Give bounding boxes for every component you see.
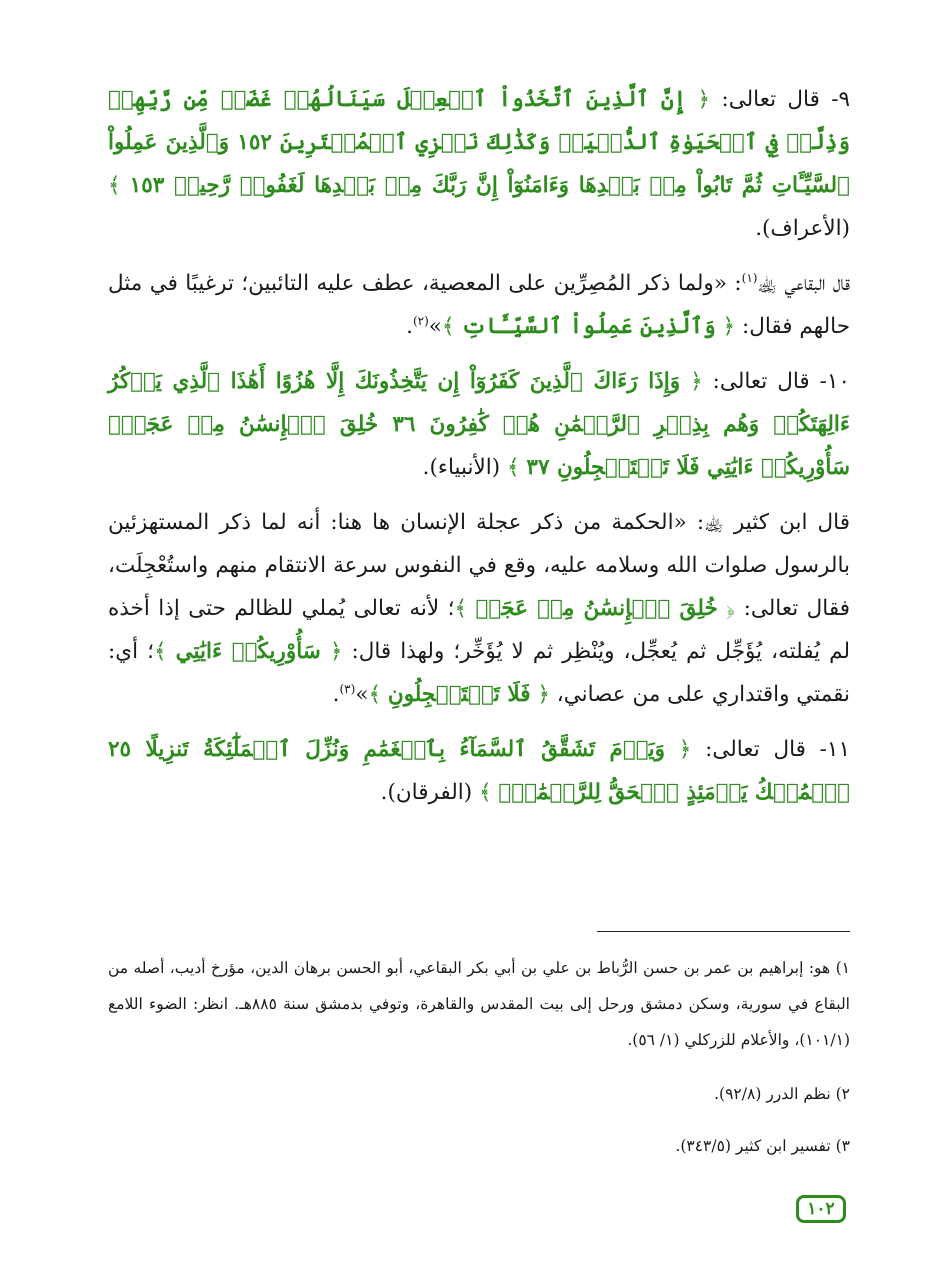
quran-quote: وَٱلَّذِينَ عَمِلُواْ ٱلسَّيِّـَٔاتِ [461,314,716,339]
quote-close: » [355,682,369,707]
surah-name: (الأنبياء). [422,455,507,480]
verse-intro: ١١- قال تعالى: [691,737,851,762]
commentary-text: قال ابن كثير ﵀: «الحكمة من ذكر عجلة الإنسان ها هنا: أنه لما ذكر المستهزئين بالرسول صلوات الله وسلامه عليه، وقع في النفوس سرعة الانتقام منهم واستُعْجِلَت، فقال تعالى: [108,510,850,621]
quran-bracket-open: ﴿ [665,737,692,762]
quran-bracket-open: ﴿ [715,314,736,339]
quran-bracket-close: ﴾ [108,173,130,198]
quran-bracket-open: ﴿ [320,639,343,664]
quran-bracket-close: ﴾ [506,455,527,480]
quran-quote: فَلَا تَسۡتَعۡجِلُونِ [387,682,531,707]
page-number [796,1195,846,1223]
quran-bracket-close: ﴾ [454,596,476,621]
commentary-text: ؛ لأنه تعالى يُملي للظالم حتى إذا أخذه لم يُفلته، يُؤَجِّل ثم يُعجِّل، ويُنْظِر ثم لا يُؤَخِّر؛ ولهذا قال: [108,596,850,664]
footnote-divider [597,931,850,932]
quran-bracket-close: ﴾ [441,314,462,339]
main-text [108,78,850,826]
commentary-author: قال البقاعي ﵀ [757,271,850,296]
footnote-3: ٣) تفسير ابن كثير (٣٤٣/٥). [675,1137,850,1155]
quran-verse: وَيَوۡمَ تَشَقَّقُ ٱلسَّمَآءُ بِٱلۡغَمَٰمِ وَنُزِّلَ ٱلۡمَلَٰٓئِكَةُ تَنزِيلًا ٢٥ ٱلۡمُلۡكُ يَوۡمَئِذٍ ٱلۡحَقُّ لِلرَّحۡمَٰنِۚ [108,737,850,805]
quran-bracket-open: ﴿ [530,682,550,707]
quran-bracket-close: ﴾ [368,682,388,707]
paragraph-ibn-kathir [108,501,850,716]
sentence-end: . [332,682,340,707]
footnote-1: ١) هو: إبراهيم بن عمر بن حسن الرُّباط بن علي بن أبي بكر البقاعي، أبو الحسن برهان الدين، مؤرخ أديب، أصله من البقاع في سورية، وسكن دمشق ورحل إلى بيت المقدس والقاهرة، وتوفي بدمشق سنة ٨٨٥هـ. انظر: الضوء اللامع (١٠١/١)، والأعلام للزركلي (١/ ٥٦). [108,959,850,1049]
sentence-end: . [406,314,413,339]
paragraph-biqai [108,262,850,348]
footnote-ref-2[interactable]: (٢) [412,313,429,328]
verse-intro: ١٠- قال تعالى: [702,369,850,394]
quote-close: » [428,314,442,339]
paragraph-10 [108,360,850,489]
quran-bracket-open: ﴿ [686,87,711,112]
footnote-ref-3[interactable]: (٣) [339,681,356,696]
quran-bracket-open: ﴿ [717,596,736,621]
paragraph-11 [108,728,850,814]
footnotes [108,950,850,1180]
quran-verse: إِنَّ ٱلَّذِينَ ٱتَّخَذُواْ ٱلۡعِجۡلَ سَيَنَالُهُمۡ غَضَبٞ مِّن رَّبِّهِمۡ وَذِلَّةٞ فِي ٱلۡحَيَوٰةِ ٱلدُّنۡيَاۚ وَكَذَٰلِكَ نَجۡزِي ٱلۡمُفۡتَرِينَ ١٥٢ وَٱلَّذِينَ عَمِلُواْ ٱلسَّيِّـَٔاتِ ثُمَّ تَابُواْ مِنۢ بَعۡدِهَا وَءَامَنُوٓاْ إِنَّ رَبَّكَ مِنۢ بَعۡدِهَا لَغَفُورٞ رَّحِيمٞ ١٥٣ [108,87,851,198]
footnote-2: ٢) نظم الدرر (٩٢/٨). [714,1085,850,1103]
commentary-text: : «ولما ذكر المُصِرِّين على المعصية، عطف عليه التائبين؛ ترغيبًا في مثل حالهم فقال: [108,271,850,339]
quran-bracket-close: ﴾ [478,780,499,805]
quran-quote: سَأُوْرِيكُمۡ ءَايَٰتِي [175,639,321,664]
surah-name: (الأعراف). [755,216,850,241]
page-number-label: ١٠٢ [807,1199,835,1219]
footnote-ref-1[interactable]: (١) [741,270,758,285]
quran-verse: وَإِذَا رَءَاكَ ٱلَّذِينَ كَفَرُوٓاْ إِن يَتَّخِذُونَكَ إِلَّا هُزُوًا أَهَٰذَا ٱلَّذِي يَذۡكُرُ ءَالِهَتَكُمۡ وَهُم بِذِكۡرِ ٱلرَّحۡمَٰنِ هُمۡ كَٰفِرُونَ ٣٦ خُلِقَ ٱلۡإِنسَٰنُ مِنۡ عَجَلٖۚ سَأُوْرِيكُمۡ ءَايَٰتِي فَلَا تَسۡتَعۡجِلُونِ ٣٧ [108,369,850,480]
commentary-text: ؛ أي: نقمتي واقتداري على من عصاني، [108,639,850,707]
quran-bracket-close: ﴾ [153,639,176,664]
quran-quote: خُلِقَ ٱلۡإِنسَٰنُ مِنۡ عَجَلٖ [475,596,718,621]
quran-bracket-open: ﴿ [680,369,703,394]
surah-name: (الفرقان). [380,780,479,805]
paragraph-9 [108,78,850,250]
verse-intro: ٩- قال تعالى: [710,87,851,112]
